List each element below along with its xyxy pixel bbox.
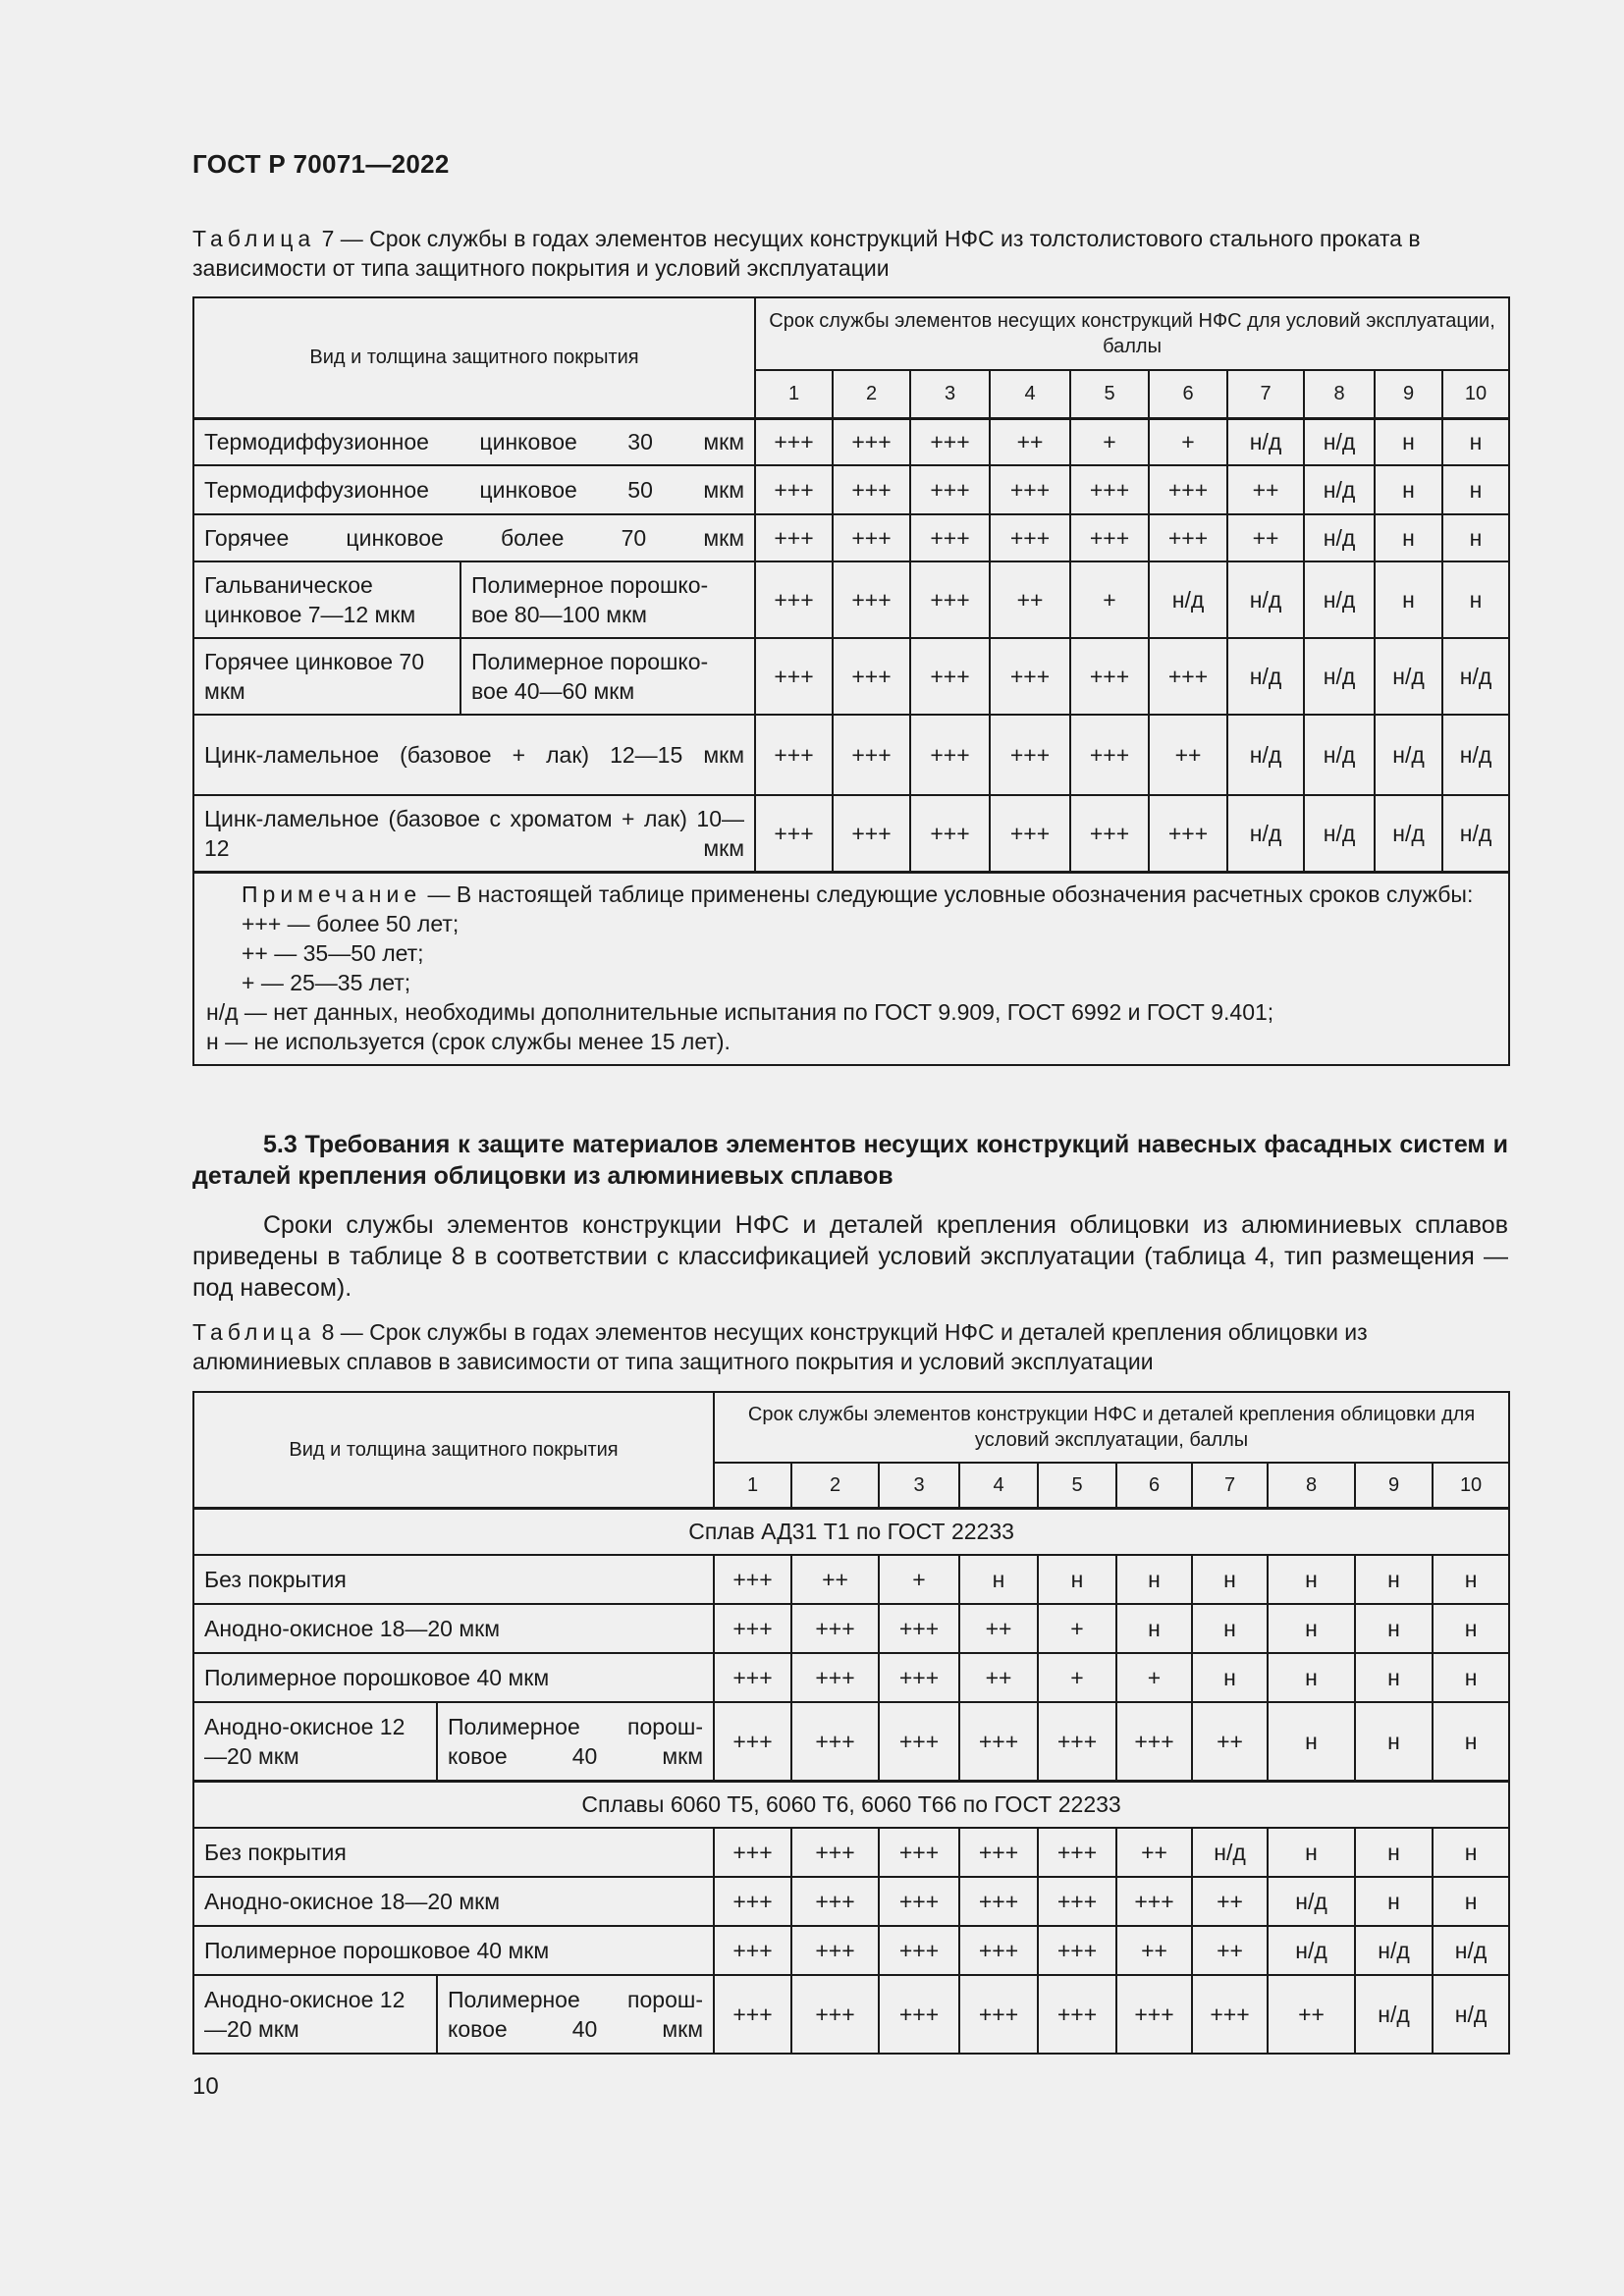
service-life-cell: н/д [1304,465,1375,514]
service-life-cell: н [1442,561,1509,638]
coating-name: Полимерное порошковое 40 мкм [193,1653,714,1702]
coating-name: Без покрытия [193,1555,714,1604]
section-5-3-heading: 5.3 Требования к защите материалов элементов несущих конструкций навесных фасадных систем и деталей крепления облицовки из алюминиевых сплавов [192,1131,1508,1190]
service-life-cell: +++ [791,1604,879,1653]
service-life-cell: н/д [1304,715,1375,795]
service-life-cell: +++ [714,1877,791,1926]
service-life-cell: н [1355,1702,1433,1781]
table7-col-header: 5 [1070,370,1149,418]
service-life-cell: +++ [1149,795,1227,872]
service-life-cell: н/д [1442,715,1509,795]
alloy-section-title: Сплав АД31 Т1 по ГОСТ 22233 [193,1508,1509,1555]
service-life-cell: + [1116,1653,1192,1702]
document-header: ГОСТ Р 70071—2022 [192,149,450,179]
service-life-cell: +++ [910,418,990,465]
service-life-cell: +++ [879,1975,959,2054]
table7-col-header: 3 [910,370,990,418]
service-life-cell: н [1268,1828,1355,1877]
service-life-cell: н [1375,465,1442,514]
table-row [193,715,1509,795]
section-row [193,1508,1509,1555]
service-life-cell: +++ [1192,1975,1268,2054]
service-life-cell: +++ [910,638,990,715]
service-life-cell: ++ [959,1604,1038,1653]
table7-col-header: 9 [1375,370,1442,418]
service-life-cell: н [1433,1555,1509,1604]
table7-col-group: Срок службы элементов несущих конструкций НФС для условий эксплуатации, баллы [755,297,1509,370]
service-life-cell: н [1375,561,1442,638]
service-life-cell: +++ [959,1702,1038,1781]
service-life-cell: н [1433,1877,1509,1926]
service-life-cell: + [1070,561,1149,638]
service-life-cell: +++ [714,1653,791,1702]
service-life-cell: +++ [959,1877,1038,1926]
table-row [193,1555,1509,1604]
service-life-cell: н/д [1227,561,1304,638]
service-life-cell: н/д [1304,418,1375,465]
service-life-cell: +++ [1038,1828,1116,1877]
coating-name: Горячее цинковое 70 мкм [193,638,460,715]
table8-col-header: 10 [1433,1463,1509,1508]
coating-name: Полимерное порошко-вое 40—60 мкм [460,638,755,715]
service-life-cell: +++ [1116,1877,1192,1926]
service-life-cell: +++ [910,715,990,795]
table7-caption-label: Таблица [192,226,316,251]
table7-col-coating: Вид и толщина защитного покрытия [193,297,755,418]
table8-col-header: 4 [959,1463,1038,1508]
coating-name: Полимерное порошковое 40 мкм [193,1926,714,1975]
note-line: + — 25—35 лет; [242,969,411,995]
table7-col-header: 1 [755,370,833,418]
service-life-cell: ++ [1227,514,1304,561]
service-life-cell: +++ [833,795,910,872]
service-life-cell: н [1116,1555,1192,1604]
table-row [193,1926,1509,1975]
coating-name: Анодно-окисное 18—20 мкм [193,1877,714,1926]
service-life-cell: н [1268,1653,1355,1702]
service-life-cell: +++ [990,715,1070,795]
service-life-cell: +++ [833,418,910,465]
service-life-cell: +++ [1038,1877,1116,1926]
service-life-cell: н [1433,1828,1509,1877]
service-life-cell: +++ [714,1604,791,1653]
service-life-cell: +++ [879,1926,959,1975]
service-life-cell: ++ [1116,1828,1192,1877]
service-life-cell: н [1433,1604,1509,1653]
service-life-cell: н/д [1227,638,1304,715]
service-life-cell: н [1116,1604,1192,1653]
service-life-cell: +++ [833,465,910,514]
service-life-cell: +++ [791,1926,879,1975]
table7-note-intro: — В настоящей таблице применены следующие условные обозначения расчетных сроков службы: [421,881,1474,907]
coating-name: Анодно-окисное 12—20 мкм [193,1975,437,2054]
service-life-cell: н [1355,1828,1433,1877]
service-life-cell: н [1433,1702,1509,1781]
service-life-cell: +++ [879,1877,959,1926]
service-life-cell: н/д [1433,1926,1509,1975]
coating-name: Цинк-ламельное (базовое + лак) 12—15 мкм [193,715,755,795]
table-row [193,1877,1509,1926]
service-life-cell: н [1375,514,1442,561]
service-life-cell: +++ [990,638,1070,715]
section-5-3-paragraph: Сроки службы элементов конструкции НФС и деталей крепления облицовки из алюминиевых сплавов приведены в таблице 8 в соответствии с классификацией условий эксплуатации (таблица 4, тип размещения — под навесом). [192,1211,1508,1302]
service-life-cell: +++ [755,561,833,638]
table8-col-header: 8 [1268,1463,1355,1508]
table-row [193,1653,1509,1702]
service-life-cell: +++ [1070,795,1149,872]
service-life-cell: +++ [959,1926,1038,1975]
service-life-cell: +++ [755,638,833,715]
service-life-cell: н [1355,1653,1433,1702]
service-life-cell: +++ [791,1975,879,2054]
table8-col-header: 2 [791,1463,879,1508]
page-number: 10 [192,2073,219,2100]
coating-name: Полимерное порош-ковое 40 мкм [437,1975,714,2054]
service-life-cell: н [1268,1555,1355,1604]
service-life-cell: н [1268,1702,1355,1781]
table7-col-header: 7 [1227,370,1304,418]
service-life-cell: н/д [1304,795,1375,872]
service-life-cell: ++ [791,1555,879,1604]
service-life-cell: н/д [1268,1926,1355,1975]
service-life-cell: +++ [910,514,990,561]
service-life-cell: н/д [1304,561,1375,638]
service-life-cell: +++ [990,795,1070,872]
note-line: ++ — 35—50 лет; [242,939,424,966]
table8-col-header: 3 [879,1463,959,1508]
coating-name: Термодиффузионное цинковое 30 мкм [193,418,755,465]
service-life-cell: +++ [1038,1975,1116,2054]
table8-col-coating: Вид и толщина защитного покрытия [193,1392,714,1508]
service-life-cell: н [1192,1604,1268,1653]
service-life-cell: + [1038,1604,1116,1653]
table-row [193,561,1509,638]
service-life-cell: н [1375,418,1442,465]
table8-col-header: 5 [1038,1463,1116,1508]
coating-name: Без покрытия [193,1828,714,1877]
table-row [193,465,1509,514]
service-life-cell: +++ [1038,1926,1116,1975]
service-life-cell: н [1433,1653,1509,1702]
service-life-cell: +++ [755,795,833,872]
table7 [192,296,1510,1066]
service-life-cell: +++ [990,465,1070,514]
service-life-cell: +++ [714,1975,791,2054]
table7-col-header: 2 [833,370,910,418]
service-life-cell: +++ [1149,638,1227,715]
service-life-cell: + [879,1555,959,1604]
service-life-cell: +++ [879,1828,959,1877]
note-line: н/д — нет данных, необходимы дополнительные испытания по ГОСТ 9.909, ГОСТ 6992 и ГОСТ 9.401; [206,998,1274,1025]
coating-name: Термодиффузионное цинковое 50 мкм [193,465,755,514]
service-life-cell: н [1192,1555,1268,1604]
coating-name: Гальваническое цинковое 7—12 мкм [193,561,460,638]
table-row [193,514,1509,561]
service-life-cell: +++ [714,1828,791,1877]
service-life-cell: н [1355,1877,1433,1926]
service-life-cell: н/д [1227,715,1304,795]
service-life-cell: н [1442,418,1509,465]
service-life-cell: н/д [1375,715,1442,795]
service-life-cell: +++ [1149,465,1227,514]
service-life-cell: н [1268,1604,1355,1653]
service-life-cell: +++ [791,1877,879,1926]
table8-col-header: 1 [714,1463,791,1508]
service-life-cell: +++ [714,1702,791,1781]
service-life-cell: +++ [1070,715,1149,795]
service-life-cell: н [1442,465,1509,514]
service-life-cell: +++ [791,1828,879,1877]
service-life-cell: +++ [879,1702,959,1781]
service-life-cell: +++ [1116,1975,1192,2054]
service-life-cell: +++ [990,514,1070,561]
note-line: н — не используется (срок службы менее 15 лет). [206,1028,731,1054]
table8-caption-label: Таблица [192,1319,316,1345]
service-life-cell: +++ [755,418,833,465]
table-row [193,1828,1509,1877]
service-life-cell: н [1442,514,1509,561]
coating-name: Полимерное порош-ковое 40 мкм [437,1702,714,1781]
table7-col-header: 8 [1304,370,1375,418]
coating-name: Цинк-ламельное (базовое с хроматом + лак) 10—12 мкм [193,795,755,872]
service-life-cell: +++ [910,561,990,638]
table8-col-header: 9 [1355,1463,1433,1508]
service-life-cell: н/д [1375,638,1442,715]
service-life-cell: н/д [1433,1975,1509,2054]
table7-caption [192,224,1508,283]
table8-caption-text: 8 — Срок службы в годах элементов несущих конструкций НФС и деталей крепления облицовки из алюминиевых сплавов в зависимости от типа защитного покрытия и условий эксплуатации [192,1319,1368,1374]
table-row [193,638,1509,715]
service-life-cell: ++ [1116,1926,1192,1975]
service-life-cell: +++ [1038,1702,1116,1781]
service-life-cell: +++ [833,715,910,795]
service-life-cell: ++ [1227,465,1304,514]
table-row [193,1604,1509,1653]
service-life-cell: н/д [1192,1828,1268,1877]
service-life-cell: +++ [714,1555,791,1604]
table-row [193,418,1509,465]
service-life-cell: +++ [1149,514,1227,561]
table-row [193,1975,1509,2054]
table-row [193,795,1509,872]
service-life-cell: ++ [959,1653,1038,1702]
service-life-cell: ++ [1268,1975,1355,2054]
coating-name: Полимерное порошко-вое 80—100 мкм [460,561,755,638]
service-life-cell: ++ [1192,1877,1268,1926]
table7-col-header: 4 [990,370,1070,418]
service-life-cell: +++ [755,465,833,514]
service-life-cell: +++ [755,514,833,561]
service-life-cell: н/д [1268,1877,1355,1926]
service-life-cell: +++ [755,715,833,795]
service-life-cell: +++ [833,514,910,561]
table7-col-header: 10 [1442,370,1509,418]
table7-caption-text: 7 — Срок службы в годах элементов несущих конструкций НФС из толстолистового стального проката в зависимости от типа защитного покрытия и условий эксплуатации [192,226,1421,281]
note-line: +++ — более 50 лет; [242,910,460,936]
service-life-cell: н [1355,1604,1433,1653]
table8-col-header: 6 [1116,1463,1192,1508]
service-life-cell: + [1038,1653,1116,1702]
service-life-cell: +++ [791,1653,879,1702]
service-life-cell: +++ [959,1828,1038,1877]
table7-col-header: 6 [1149,370,1227,418]
table8-col-group: Срок службы элементов конструкции НФС и деталей крепления облицовки для условий эксплуатации, баллы [714,1392,1509,1463]
service-life-cell: н [1038,1555,1116,1604]
coating-name: Анодно-окисное 18—20 мкм [193,1604,714,1653]
service-life-cell: н/д [1442,638,1509,715]
service-life-cell: н/д [1227,795,1304,872]
service-life-cell: +++ [959,1975,1038,2054]
service-life-cell: +++ [1116,1702,1192,1781]
service-life-cell: н/д [1227,418,1304,465]
service-life-cell: н [959,1555,1038,1604]
service-life-cell: +++ [714,1926,791,1975]
service-life-cell: +++ [910,795,990,872]
service-life-cell: +++ [879,1653,959,1702]
table8 [192,1391,1510,2055]
service-life-cell: + [1149,418,1227,465]
table-row [193,1702,1509,1781]
service-life-cell: +++ [1070,514,1149,561]
coating-name: Горячее цинковое более 70 мкм [193,514,755,561]
service-life-cell: +++ [1070,638,1149,715]
table7-note [193,872,1509,1065]
service-life-cell: н [1355,1555,1433,1604]
service-life-cell: +++ [879,1604,959,1653]
service-life-cell: +++ [833,638,910,715]
coating-name: Анодно-окисное 12—20 мкм [193,1702,437,1781]
table8-caption [192,1317,1508,1376]
section-row [193,1781,1509,1828]
service-life-cell: +++ [791,1702,879,1781]
service-life-cell: ++ [1149,715,1227,795]
service-life-cell: +++ [910,465,990,514]
service-life-cell: н/д [1304,638,1375,715]
service-life-cell: н/д [1149,561,1227,638]
table7-note-label: Примечание [242,881,422,907]
service-life-cell: + [1070,418,1149,465]
service-life-cell: ++ [990,418,1070,465]
table8-col-header: 7 [1192,1463,1268,1508]
service-life-cell: н/д [1304,514,1375,561]
service-life-cell: +++ [1070,465,1149,514]
service-life-cell: ++ [1192,1926,1268,1975]
service-life-cell: н/д [1355,1975,1433,2054]
alloy-section-title: Сплавы 6060 Т5, 6060 Т6, 6060 Т66 по ГОСТ 22233 [193,1781,1509,1828]
service-life-cell: ++ [1192,1702,1268,1781]
service-life-cell: н [1192,1653,1268,1702]
service-life-cell: ++ [990,561,1070,638]
service-life-cell: н/д [1375,795,1442,872]
service-life-cell: +++ [833,561,910,638]
service-life-cell: н/д [1355,1926,1433,1975]
service-life-cell: н/д [1442,795,1509,872]
